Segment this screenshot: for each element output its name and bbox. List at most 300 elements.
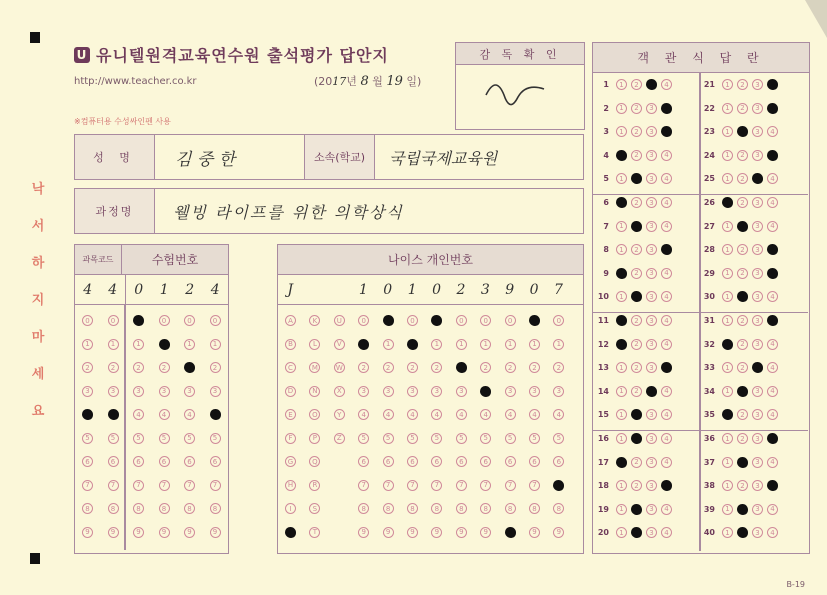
bubble: 7 [480,480,491,491]
answer-bubble: 3 [752,79,763,90]
bubble: 8 [553,503,564,514]
answer-bubble: 3 [752,173,763,184]
bubble: 5 [505,433,516,444]
answer-bubble: 1 [722,457,733,468]
answer-bubble: 2 [737,221,748,232]
subject-code-divider [124,305,126,550]
question-number: 3 [603,127,609,137]
answer-bubble: 2 [737,173,748,184]
answer-bubble: 2 [737,339,748,350]
answer-bubble: 4 [661,386,672,397]
bubble: 3 [133,386,144,397]
nice-digit: 9 [505,281,515,298]
bubble: 4 [133,409,144,420]
bubble: 6 [456,456,467,467]
exam-code-digit: 4 [83,281,93,298]
bubble: 5 [383,433,394,444]
answer-bubble: 1 [616,339,627,350]
answer-row [699,79,778,90]
exam-code-digit: 4 [101,275,127,304]
answer-bubble: 1 [722,197,733,208]
answer-row [593,221,672,232]
bubble: J [285,527,296,538]
answer-bubble: 3 [646,527,657,538]
notice-char: 세 [31,367,45,382]
answer-bubble: 4 [661,339,672,350]
bubble: 7 [456,480,467,491]
bubble: C [285,362,296,373]
bubble: 4 [431,409,442,420]
question-number: 5 [603,174,609,184]
bubble: 9 [529,527,540,538]
answer-bubble: 1 [722,315,733,326]
answer-bubble: 2 [631,339,642,350]
answer-bubble: 2 [737,409,748,420]
bubble: 1 [210,339,221,350]
answer-bubble: 4 [661,527,672,538]
answer-row [593,197,672,208]
answer-bubble: 4 [661,150,672,161]
bubble: 3 [159,386,170,397]
corner-notch [805,0,827,38]
question-number: 22 [703,103,715,113]
answer-row [699,362,778,373]
answer-row [699,197,778,208]
bubble: 1 [133,339,144,350]
notice-char: 지 [31,293,45,308]
bubble: 8 [133,503,144,514]
answer-bubble: 4 [661,173,672,184]
bubble: 9 [383,527,394,538]
bubble: 6 [480,456,491,467]
bubble: 9 [480,527,491,538]
bubble: 3 [184,386,195,397]
question-number: 21 [703,80,715,89]
bubble: 5 [431,433,442,444]
bubble: 1 [431,339,442,350]
course-value: 웰빙 라이프를 위한 의학상식 [173,202,404,222]
answer-bubble: 1 [722,221,733,232]
answer-bubble: 1 [616,173,627,184]
answer-bubble: 3 [752,291,763,302]
bubble: 8 [383,503,394,514]
answer-bubble: 1 [616,126,627,137]
question-number: 12 [597,339,609,349]
pen-note: ※컴퓨터용 수성싸인펜 사용 [74,117,171,126]
bubble: 5 [210,433,221,444]
answer-bubble: 1 [616,150,627,161]
answer-bubble: 3 [752,362,763,373]
bubble: 6 [358,456,369,467]
question-number: 24 [703,150,715,160]
bubble: 9 [456,527,467,538]
answer-bubble: 3 [752,221,763,232]
bubble: U [334,315,345,326]
bubble: 5 [159,433,170,444]
question-number: 29 [703,268,715,278]
answer-bubble: 4 [661,315,672,326]
answer-bubble: 3 [752,457,763,468]
bubble: 7 [529,480,540,491]
nice-digit: J [287,281,293,298]
bubble: 2 [383,362,394,373]
bubble: I [285,503,296,514]
answer-bubble: 3 [752,504,763,515]
answer-row [593,480,672,491]
answer-bubble: 4 [661,244,672,255]
bubble: 1 [159,339,170,350]
bubble: 3 [553,386,564,397]
answer-bubble: 4 [661,126,672,137]
bubble: 2 [431,362,442,373]
bubble: 6 [553,456,564,467]
bubble: 2 [358,362,369,373]
bubble: 3 [480,386,491,397]
answer-row [593,244,672,255]
bubble: 9 [553,527,564,538]
bubble: 7 [383,480,394,491]
question-number: 30 [703,292,715,302]
bubble: 0 [407,315,418,326]
answer-bubble: 1 [722,126,733,137]
answer-row [699,268,778,279]
answer-bubble: 1 [616,103,627,114]
answer-bubble: 3 [752,480,763,491]
nice-digit: 1 [358,281,368,298]
bubble: 1 [456,339,467,350]
answer-bubble: 3 [752,244,763,255]
answer-bubble: 2 [631,244,642,255]
answer-row [593,457,672,468]
question-number: 35 [703,410,715,420]
answer-row [593,291,672,302]
bubble: 1 [108,339,119,350]
nice-number-handwritten [278,275,583,305]
answer-bubble: 4 [661,362,672,373]
bubble: 7 [82,480,93,491]
bubble: 0 [383,315,394,326]
answer-bubble: 1 [616,409,627,420]
bubble: 7 [431,480,442,491]
answer-bubble: 4 [767,504,778,515]
question-number: 4 [603,150,609,160]
answer-bubble: 4 [767,150,778,161]
bubble: X [334,386,345,397]
bubble: 2 [133,362,144,373]
answer-bubble: 2 [737,386,748,397]
bubble: 1 [82,339,93,350]
bubble: 7 [184,480,195,491]
answer-row [593,315,672,326]
bubble: 2 [184,362,195,373]
bubble: 6 [505,456,516,467]
notice-char: 요 [31,404,45,419]
bubble: O [309,409,320,420]
answer-row [699,173,778,184]
bubble: 1 [358,339,369,350]
nice-digit: 1 [407,281,417,298]
bubble: 2 [480,362,491,373]
answer-bubble: 2 [631,268,642,279]
answer-bubble: 4 [767,527,778,538]
bubble: 9 [184,527,195,538]
bubble: 5 [407,433,418,444]
bubble: 9 [210,527,221,538]
bubble: 1 [553,339,564,350]
bubble: 5 [553,433,564,444]
affiliation-label: 소속(학교) [305,135,375,179]
bubble: 8 [505,503,516,514]
bubble: 2 [82,362,93,373]
bubble: 3 [210,386,221,397]
question-number: 6 [603,198,609,207]
answer-bubble: 3 [646,409,657,420]
bubble: S [309,503,320,514]
bubble: 6 [82,456,93,467]
bubble: 3 [358,386,369,397]
bubble: 6 [184,456,195,467]
name-row [74,134,584,180]
answer-bubble: 1 [722,291,733,302]
bubble: 8 [358,503,369,514]
bubble: 1 [480,339,491,350]
answer-bubble: 1 [722,386,733,397]
notice-char: 서 [31,219,45,234]
bubble: 9 [82,527,93,538]
answer-bubble: 1 [722,150,733,161]
answer-row [699,480,778,491]
bubble: K [309,315,320,326]
answer-bubble: 4 [767,103,778,114]
bubble: 7 [505,480,516,491]
answer-bubble: 2 [631,126,642,137]
question-number: 37 [703,457,715,467]
nice-digit: 3 [480,281,490,298]
nice-number-label: 나이스 개인번호 [278,245,583,275]
bubble: 9 [133,527,144,538]
answer-bubble: 1 [722,504,733,515]
question-number: 32 [703,339,715,349]
question-number: 10 [597,292,609,302]
bubble: 8 [480,503,491,514]
answer-bubble: 2 [631,173,642,184]
answer-bubble: 2 [631,409,642,420]
question-number: 34 [703,386,715,396]
answer-bubble: 3 [752,339,763,350]
bubble: 0 [210,315,221,326]
answer-bubble: 4 [767,244,778,255]
answer-bubble: 2 [631,504,642,515]
answer-bubble: 3 [752,126,763,137]
answer-bubble: 2 [631,315,642,326]
bubble: A [285,315,296,326]
question-number: 8 [603,245,609,255]
question-number: 18 [597,481,609,491]
answer-bubble: 3 [646,315,657,326]
bubble: Y [334,409,345,420]
question-number: 23 [703,127,715,137]
answer-row [593,103,672,114]
bubble: 7 [210,480,221,491]
answer-bubble: 1 [616,315,627,326]
answer-bubble: 2 [631,527,642,538]
answer-bubble: 4 [767,173,778,184]
bubble: 6 [431,456,442,467]
answer-bubble: 3 [752,315,763,326]
name-label: 성 명 [75,135,155,179]
answer-row [593,504,672,515]
bubble: 2 [407,362,418,373]
answer-bubble: 1 [722,79,733,90]
bubble: 9 [159,527,170,538]
exam-date: (2017년 8 월 19 일) [314,74,422,89]
bubble: H [285,480,296,491]
bubble: T [309,527,320,538]
exam-code-handwritten [75,275,228,305]
bubble: 1 [505,339,516,350]
answer-bubble: 2 [737,433,748,444]
bubble: 4 [505,409,516,420]
bubble: V [334,339,345,350]
bubble: 4 [358,409,369,420]
answer-bubble: 1 [616,362,627,373]
bubble: 8 [407,503,418,514]
bubble: P [309,433,320,444]
answer-bubble: 4 [767,197,778,208]
question-number: 11 [597,316,609,325]
bubble: 8 [184,503,195,514]
bubble: 6 [159,456,170,467]
answer-row [699,291,778,302]
answer-bubble: 1 [722,244,733,255]
answer-bubble: 1 [722,480,733,491]
bubble: 7 [133,480,144,491]
answer-bubble: 1 [616,457,627,468]
exam-code-digit: 0 [134,281,144,298]
answer-bubble: 1 [616,221,627,232]
bubble: 0 [431,315,442,326]
sheet-title [74,43,389,66]
bubble: 6 [108,456,119,467]
bubble: 3 [383,386,394,397]
bubble: 7 [553,480,564,491]
bubble: E [285,409,296,420]
question-number: 13 [597,363,609,373]
bubble: F [285,433,296,444]
answer-bubble: 2 [737,504,748,515]
answer-row [699,457,778,468]
bubble: 3 [505,386,516,397]
bubble: 4 [184,409,195,420]
bubble: 8 [210,503,221,514]
bubble: 3 [108,386,119,397]
bubble: 8 [431,503,442,514]
answer-row [593,173,672,184]
answer-bubble: 2 [737,315,748,326]
answer-row [699,150,778,161]
bubble: 8 [82,503,93,514]
answer-bubble: 2 [737,103,748,114]
answer-bubble: 4 [767,386,778,397]
answer-bubble: 2 [737,197,748,208]
answer-bubble: 4 [767,315,778,326]
question-number: 2 [603,103,609,113]
answer-row [593,527,672,538]
answer-bubble: 3 [646,268,657,279]
bubble: 5 [529,433,540,444]
supervisor-signature [456,65,582,127]
bubble: D [285,386,296,397]
bubble: 4 [383,409,394,420]
answer-bubble: 2 [737,362,748,373]
bubble: 3 [407,386,418,397]
answer-bubble: 3 [752,433,763,444]
bubble: 2 [108,362,119,373]
answer-bubble: 1 [616,197,627,208]
bubble: 3 [456,386,467,397]
answer-row [699,103,778,114]
nice-digit: 0 [529,281,539,298]
answer-bubble: 2 [737,457,748,468]
answer-bubble: 2 [631,79,642,90]
question-number: 39 [703,504,715,514]
answer-bubble: 2 [737,126,748,137]
answer-bubble: 3 [646,150,657,161]
notice-char: 마 [31,330,45,345]
bubble: N [309,386,320,397]
answer-bubble: 1 [722,362,733,373]
answers-group-divider [593,430,808,431]
bubble: 9 [407,527,418,538]
bubble: Z [334,433,345,444]
answer-bubble: 3 [646,244,657,255]
answer-bubble: 2 [737,79,748,90]
course-row [74,188,584,234]
title-text: 유니텔원격교육연수원 출석평가 답안지 [96,46,389,65]
question-number: 1 [603,80,609,89]
bubble: 3 [82,386,93,397]
answer-bubble: 1 [616,291,627,302]
answer-row [593,386,672,397]
bubble: 4 [108,409,119,420]
answer-bubble: 4 [661,103,672,114]
bubble: 9 [431,527,442,538]
bubble: 4 [553,409,564,420]
bubble: 6 [529,456,540,467]
bubble: 2 [505,362,516,373]
answer-row [699,221,778,232]
answer-bubble: 4 [767,457,778,468]
bubble: 4 [159,409,170,420]
answer-bubble: 3 [752,268,763,279]
question-number: 15 [597,410,609,420]
answer-bubbles [593,73,809,551]
answer-bubble: 1 [722,268,733,279]
bubble: 8 [529,503,540,514]
answer-bubble: 1 [722,527,733,538]
bubble: B [285,339,296,350]
answer-bubble: 2 [737,268,748,279]
answer-bubble: 3 [646,221,657,232]
answer-bubble: 3 [646,433,657,444]
nice-number-section [277,244,584,554]
bubble: 0 [529,315,540,326]
bubble: 1 [529,339,540,350]
answer-bubble: 1 [722,173,733,184]
objective-answers-label: 객 관 식 답 란 [593,43,809,73]
answer-row [593,150,672,161]
answer-bubble: 3 [646,480,657,491]
